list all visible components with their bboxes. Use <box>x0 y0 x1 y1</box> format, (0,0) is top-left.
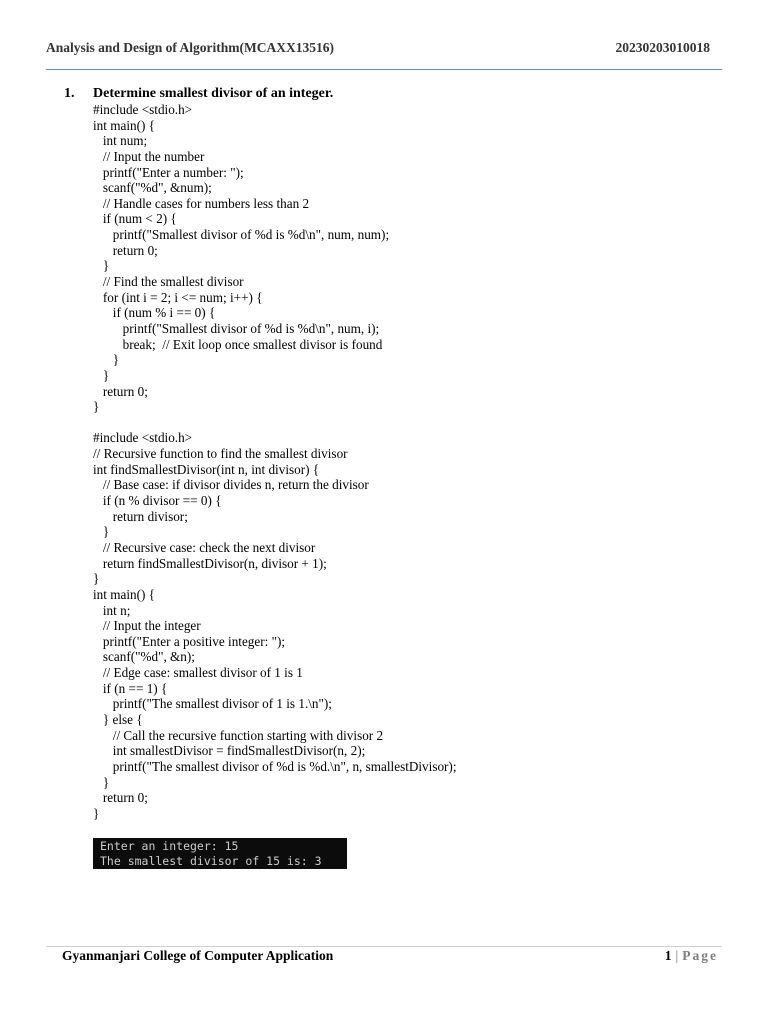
code-line: // Base case: if divisor divides n, return the divisor <box>93 477 369 493</box>
code-line: #include <stdio.h> <box>93 102 193 117</box>
question-heading <box>64 86 728 102</box>
code-line: int main() { <box>93 586 155 602</box>
document-body <box>64 86 728 821</box>
code-line: return 0; <box>93 242 158 258</box>
code-line: if (num % i == 0) { <box>93 305 216 321</box>
code-line: int main() { <box>93 117 155 133</box>
code-line: } else { <box>93 711 143 727</box>
code-line: printf("The smallest divisor of 1 is 1.\n"); <box>93 696 332 712</box>
code-line: return divisor; <box>93 508 188 524</box>
code-line: return findSmallestDivisor(n, divisor + 1); <box>93 555 327 571</box>
code-line: if (num < 2) { <box>93 211 177 227</box>
code-line: // Input the number <box>93 148 205 164</box>
code-line: // Recursive function to find the smallest divisor <box>93 446 348 462</box>
code-line: return 0; <box>93 383 148 399</box>
code-line: } <box>93 805 100 821</box>
terminal-output <box>93 838 347 869</box>
page-footer <box>62 948 718 968</box>
page-indicator <box>665 948 718 964</box>
code-line: printf("Smallest divisor of %d is %d\n", num, num); <box>93 227 390 243</box>
course-title: Analysis and Design of Algorithm(MCAXX13516) <box>46 40 335 55</box>
terminal-line: The smallest divisor of 15 is: 3 <box>100 854 322 868</box>
code-line: // Input the integer <box>93 618 201 634</box>
question-title: Determine smallest divisor of an integer. <box>93 86 334 101</box>
college-name: Gyanmanjari College of Computer Application <box>62 948 334 963</box>
code-line: int num; <box>93 133 148 149</box>
code-line: // Recursive case: check the next divisor <box>93 539 316 555</box>
question-number: 1. <box>64 86 75 101</box>
code-line: #include <stdio.h> <box>93 430 193 446</box>
page-separator: | <box>675 948 679 963</box>
header-divider <box>46 69 722 70</box>
code-line: // Call the recursive function starting with divisor 2 <box>93 727 384 743</box>
code-line: int n; <box>93 602 131 618</box>
page-word: Page <box>682 948 718 963</box>
code-line: // Edge case: smallest divisor of 1 is 1 <box>93 665 303 681</box>
code-line: break; // Exit loop once smallest divisor is found <box>93 336 383 352</box>
page-header <box>46 40 710 62</box>
code-line: } <box>93 571 100 587</box>
page-number: 1 <box>664 948 672 963</box>
code-line: if (n == 1) { <box>93 680 168 696</box>
code-line: printf("Smallest divisor of %d is %d\n", num, i); <box>93 320 380 336</box>
code-line: } <box>93 524 110 540</box>
terminal-line: Enter an integer: 15 <box>100 839 239 853</box>
code-line: // Find the smallest divisor <box>93 274 244 290</box>
code-line: scanf("%d", &n); <box>93 649 195 665</box>
code-line: int smallestDivisor = findSmallestDivisor(n, 2); <box>93 743 366 759</box>
code-line: printf("The smallest divisor of %d is %d.\n", n, smallestDivisor); <box>93 758 457 774</box>
code-line: } <box>93 258 110 274</box>
code-line: return 0; <box>93 790 148 806</box>
code-line: } <box>93 352 120 368</box>
student-id: 20230203010018 <box>615 40 710 55</box>
code-line: for (int i = 2; i <= num; i++) { <box>93 289 263 305</box>
code-line: scanf("%d", &num); <box>93 180 212 196</box>
footer-divider <box>46 946 722 947</box>
code-line <box>93 415 728 431</box>
code-line: if (n % divisor == 0) { <box>93 493 222 509</box>
code-line: } <box>93 774 110 790</box>
code-line: // Handle cases for numbers less than 2 <box>93 195 310 211</box>
code-listing <box>64 102 728 821</box>
code-line: int findSmallestDivisor(int n, int divisor) { <box>93 461 320 477</box>
code-line: } <box>93 399 100 415</box>
code-line: printf("Enter a number: "); <box>93 164 244 180</box>
code-line: } <box>93 367 110 383</box>
code-line: printf("Enter a positive integer: "); <box>93 633 286 649</box>
